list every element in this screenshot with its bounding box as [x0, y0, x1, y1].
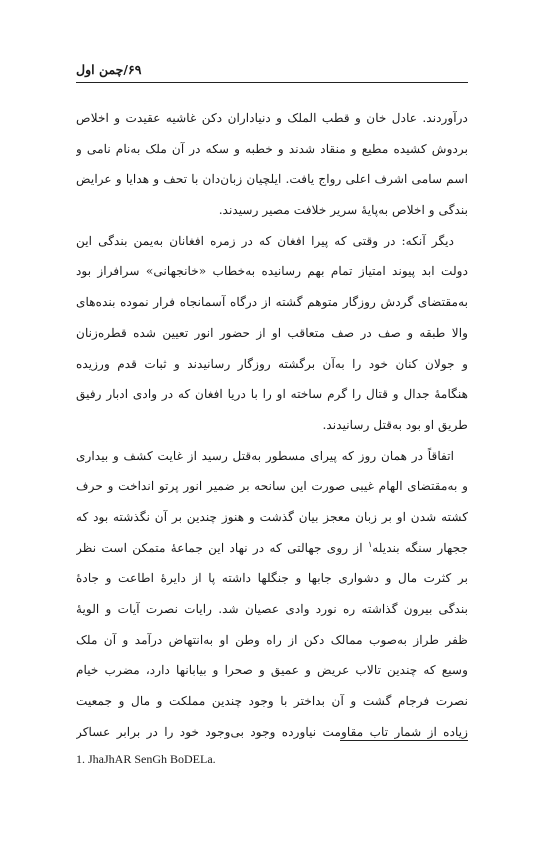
text-line: دیگر آنکه: در وقتی که پیرا افغان که در زمره افغانان به‌یمن بندگی این [76, 233, 454, 248]
footnote-number: 1. [76, 752, 85, 766]
text-line: کشته شدن او بر زبان معجز بیان گذشت و هنوز چندین بر آن نگذشته بود که [76, 509, 468, 524]
paragraph [76, 226, 468, 441]
footnote [76, 752, 468, 767]
text-line: والا طبقه و صف در صف متعاقب او از حضور انور تعیین شده قطره‌زنان [76, 325, 468, 340]
body-text [76, 103, 468, 747]
text-line [76, 533, 468, 564]
text-line: نصرت فرجام گشت و آن بداختر با وجود چندین مملکت و مال و جمعیت [76, 694, 468, 709]
text-line: هنگامهٔ جدال و قتال را گرم ساخته او را با دریا افغان که در وادی ادبار رفیق [76, 387, 468, 402]
footnote-marker: ۱ [367, 539, 373, 549]
text-line: زیاده از شمار تاب مقاومت نیاورده وجود بی‌وجود خود را در برابر عساکر [76, 724, 468, 739]
text-line: وسیع که چندین تالاب عریض و عمیق و صحرا و بیابانها دارد، مضرب خیام [76, 663, 468, 678]
text-line: و جولان کنان خود را به‌آن برگشته روزگار رسانیدند و ثبات قدم ورزیده [76, 356, 468, 371]
text-line: ظفر طراز به‌صوب ممالک دکن از راه وطن او به‌انتهاض درآمد و آن ملک [76, 632, 468, 647]
text-line: طریق او بود به‌قتل رسانیدند. [322, 417, 468, 432]
paragraph [76, 103, 468, 226]
text-line: و به‌مقتضای الهام غیبی صورت این سانحه بر ضمیر انور پرتو انداخت و حرف [76, 479, 468, 494]
text-line: بندگی و اخلاص به‌پایهٔ سریر خلافت مصیر رسیدند. [218, 203, 468, 218]
text-line: به‌مقتضای گردش روزگار متوهم گشته از درگاه آسمانجاه فرار نموده بنده‌های [76, 295, 468, 310]
text-line: اسم سامی اشرف اعلی رواج یافت. ایلچیان زبان‌دان با تحف و هدایا و عرایض [76, 172, 468, 187]
footnote-text: JhaJhAR SenGh BoDELa. [88, 752, 216, 766]
text-line: اتفاقاً در همان روز که پیرای مسطور به‌قتل رسید از غایت کشف و بیداری [76, 448, 454, 463]
footnote-reference-text: ججهار سنگه بندیله [372, 540, 468, 555]
text-line-rest: از روی جهالتی که در نهاد این جماعهٔ متمکن است نظر [76, 540, 368, 555]
text-line: دولت ابد پیوند امتیاز تمام بهم رسانیده به‌خطاب «خانجهانی» سرافراز بود [76, 264, 468, 279]
page-header [76, 60, 468, 83]
text-line: بر کثرت مال و دشواری جابها و جنگلها داشته پا از دایرهٔ اطاعت و جادهٔ [76, 571, 468, 586]
text-line: بندگی بیرون گذاشته ره نورد وادی عصیان شد. رایات نصرت آیات و الویهٔ [76, 602, 468, 616]
footnote-reference [368, 541, 468, 555]
paragraph [76, 441, 468, 748]
page-number-and-chapter-title: ۶۹/چمن اول [76, 62, 142, 77]
text-line: بردوش کشیده مطیع و منقاد شدند و خطبه و سکه در آن ملک به‌نام نامی و [76, 141, 468, 156]
text-line: درآوردند. عادل خان و قطب الملک و دنیاداران دکن غاشیه عقیدت و اخلاص [76, 111, 468, 125]
footnote-separator [340, 740, 468, 741]
